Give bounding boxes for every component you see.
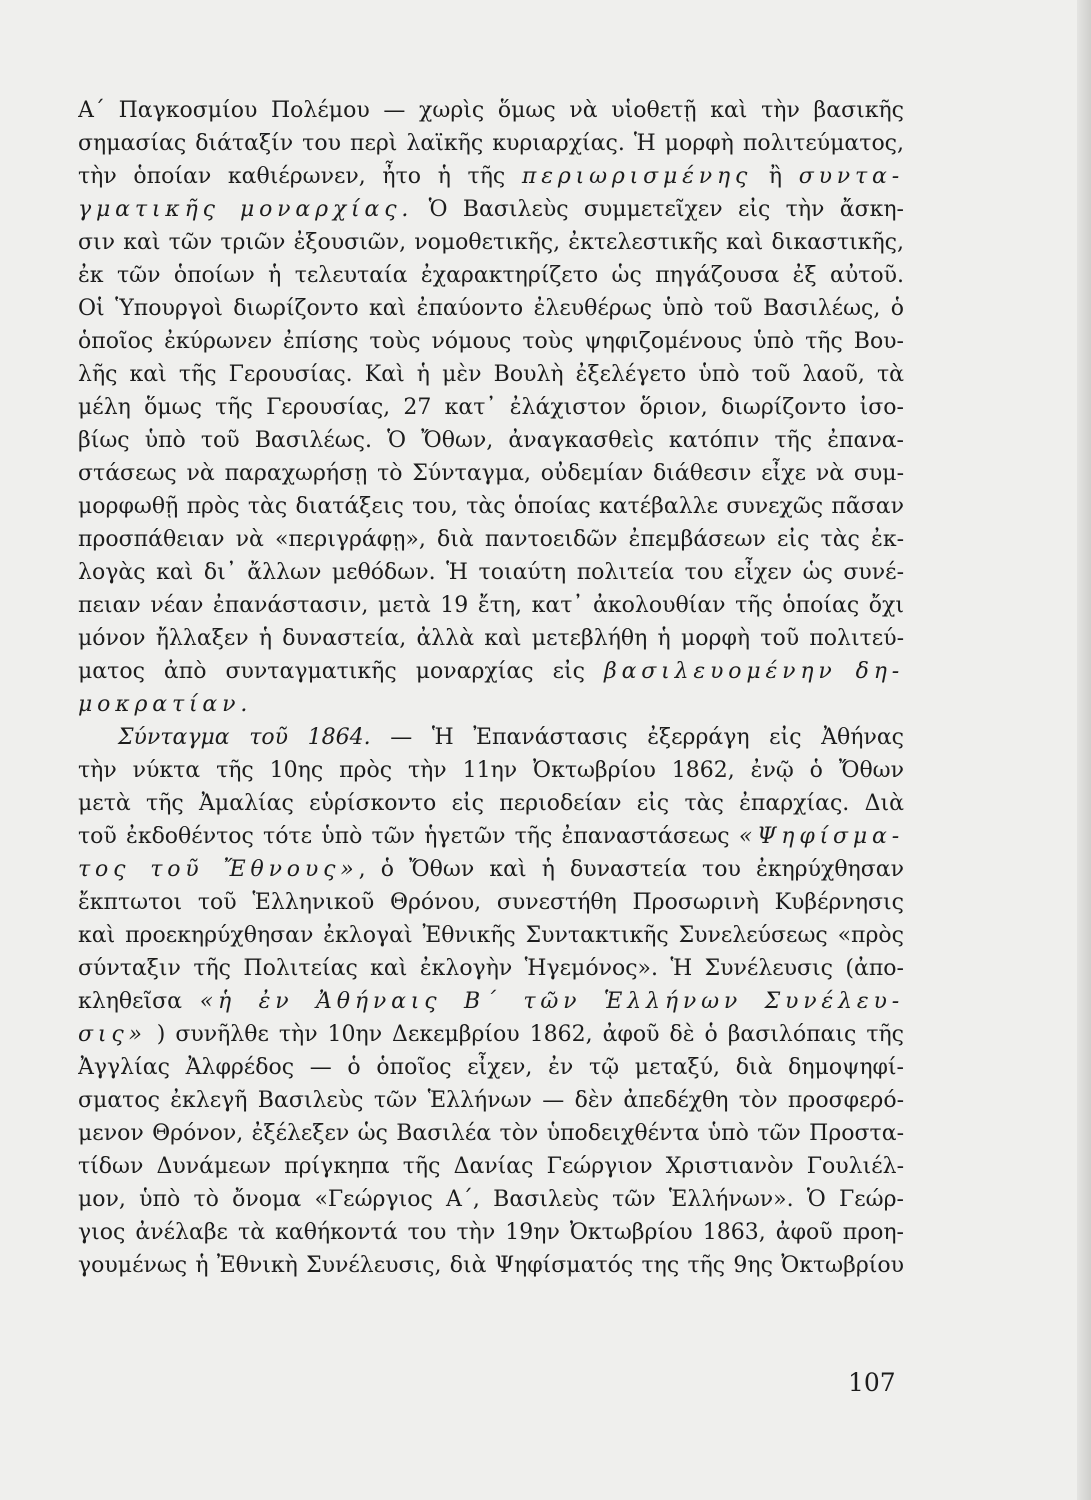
text-line: ἔκπτωτοι τοῦ Ἑλληνικοῦ Θρόνου, συνεστήθη Προσωρινὴ Κυβέρνησις [78, 890, 904, 915]
section-heading-line [78, 721, 904, 754]
body-text [78, 94, 904, 1282]
page-edge-shadow [1077, 0, 1091, 1500]
text-line: σημασίας διάταξίν του περὶ λαϊκῆς κυριαρχίας. Ἡ μορφὴ πολιτεύματος, [78, 131, 904, 156]
text-run: τοῦ ἐκδοθέντος τότε ὑπὸ τῶν ἡγετῶν τῆς ἐπαναστάσεως [78, 824, 730, 849]
text-run: ἢ [768, 164, 783, 189]
text-line [78, 853, 904, 886]
text-line [78, 160, 904, 193]
text-line: βίως ὑπὸ τοῦ Βασιλέως. Ὁ Ὄθων, ἀναγκασθεὶς κατόπιν τῆς ἐπανα- [78, 428, 904, 453]
text-line: καὶ προεκηρύχθησαν ἐκλογαὶ Ἐθνικῆς Συντακτικῆς Συνελεύσεως «πρὸς [78, 923, 904, 948]
text-line: λογὰς καὶ δι᾽ ἄλλων μεθόδων. Ἡ τοιαύτη πολιτεία του εἶχεν ὡς συνέ- [78, 560, 904, 585]
text-line: Οἱ Ὑπουργοὶ διωρίζοντο καὶ ἐπαύοντο ἐλευθέρως ὑπὸ τοῦ Βασιλέως, ὁ [78, 296, 904, 321]
text-line: τὴν νύκτα τῆς 10ης πρὸς τὴν 11ην Ὀκτωβρίου 1862, ἐνῷ ὁ Ὄθων [78, 758, 904, 783]
spaced-term: σις» [78, 1022, 147, 1047]
spaced-term: βασιλευομένην [604, 659, 837, 684]
text-line: ἐκ τῶν ὁποίων ἡ τελευταία ἐχαρακτηρίζετο ὡς πηγάζουσα ἐξ αὐτοῦ. [78, 263, 904, 288]
spaced-term: «Ψηφίσμα- [738, 824, 904, 849]
text-run: — Ἡ Ἐπανάστασις ἐξερράγη εἰς Ἀθήνας [390, 725, 904, 750]
text-run: κληθεῖσα [78, 989, 183, 1014]
text-line [78, 1018, 904, 1051]
page-number: 107 [848, 1368, 896, 1397]
spaced-term: τος τοῦ Ἔθνους» [78, 857, 359, 882]
text-run: τὴν ὁποίαν καθιέρωνεν, ἦτο ἡ τῆς [78, 164, 506, 189]
text-line: Α΄ Παγκοσμίου Πολέμου — χωρὶς ὅμως νὰ υἱοθετῇ καὶ τὴν βασικῆς [78, 98, 904, 123]
text-line [78, 985, 904, 1018]
text-line [78, 193, 904, 226]
section-title: Σύνταγμα τοῦ 1864. [118, 725, 371, 750]
text-line [78, 655, 904, 688]
text-line: τίδων Δυνάμεων πρίγκηπα τῆς Δανίας Γεώργιον Χριστιανὸν Γουλιέλ- [78, 1154, 904, 1179]
text-run: Ὁ Βασιλεὺς συμμετεῖχεν εἰς τὴν ἄσκη- [428, 197, 904, 222]
text-line: σύνταξιν τῆς Πολιτείας καὶ ἐκλογὴν Ἡγεμόνος». Ἡ Συνέλευσις (ἀπο- [78, 956, 904, 981]
spaced-term: δη- [855, 659, 904, 684]
text-run: ματος ἀπὸ συνταγματικῆς μοναρχίας εἰς [78, 659, 585, 684]
spaced-term: περιωρισμένης [521, 164, 753, 189]
text-line: πειαν νέαν ἐπανάστασιν, μετὰ 19 ἔτη, κατ᾽ ἀκολουθίαν τῆς ὁποίας ὄχι [78, 593, 904, 618]
text-line: μορφωθῇ πρὸς τὰς διατάξεις του, τὰς ὁποίας κατέβαλλε συνεχῶς πᾶσαν [78, 494, 904, 519]
text-line: γουμένως ἡ Ἐθνικὴ Συνέλευσις, διὰ Ψηφίσματός της τῆς 9ης Ὀκτωβρίου [78, 1253, 904, 1278]
text-run: , ὁ Ὄθων καὶ ἡ δυναστεία του ἐκηρύχθησαν [358, 857, 904, 882]
text-line [78, 688, 904, 721]
text-run: ) συνῆλθε τὴν 10ην Δεκεμβρίου 1862, ἀφοῦ δὲ ὁ βασιλόπαις τῆς [156, 1022, 904, 1047]
text-line: μόνον ἤλλαξεν ἡ δυναστεία, ἀλλὰ καὶ μετεβλήθη ἡ μορφὴ τοῦ πολιτεύ- [78, 626, 904, 651]
text-line: στάσεως νὰ παραχωρήσῃ τὸ Σύνταγμα, οὐδεμίαν διάθεσιν εἶχε νὰ συμ- [78, 461, 904, 486]
text-line: προσπάθειαν νὰ «περιγράφῃ», διὰ παντοειδῶν ἐπεμβάσεων εἰς τὰς ἐκ- [78, 527, 904, 552]
text-line: μέλη ὅμως τῆς Γερουσίας, 27 κατ᾽ ἐλάχιστον ὅριον, διωρίζοντο ἰσο- [78, 395, 904, 420]
text-line: ὁποῖος ἐκύρωνεν ἐπίσης τοὺς νόμους τοὺς ψηφιζομένους ὑπὸ τῆς Βου- [78, 329, 904, 354]
text-line: μον, ὑπὸ τὸ ὄνομα «Γεώργιος Α΄, Βασιλεὺς τῶν Ἑλλήνων». Ὁ Γεώρ- [78, 1187, 904, 1212]
text-line [78, 820, 904, 853]
text-line: σιν καὶ τῶν τριῶν ἐξουσιῶν, νομοθετικῆς, ἐκτελεστικῆς καὶ δικαστικῆς, [78, 230, 904, 255]
text-line: Ἀγγλίας Ἀλφρέδος — ὁ ὁποῖος εἶχεν, ἐν τῷ μεταξύ, διὰ δημοψηφί- [78, 1055, 904, 1080]
text-line: λῆς καὶ τῆς Γερουσίας. Καὶ ἡ μὲν Βουλὴ ἐξελέγετο ὑπὸ τοῦ λαοῦ, τὰ [78, 362, 904, 387]
text-line: μενον Θρόνον, ἐξέλεξεν ὡς Βασιλέα τὸν ὑποδειχθέντα ὑπὸ τῶν Προστα- [78, 1121, 904, 1146]
text-line: γιος ἀνέλαβε τὰ καθήκοντά του τὴν 19ην Ὀκτωβρίου 1863, ἀφοῦ προη- [78, 1220, 904, 1245]
spaced-term: «ἡ ἐν Ἀθήναις Β΄ τῶν Ἑλλήνων Συνέλευ- [199, 989, 904, 1014]
text-line: σματος ἐκλεγῆ Βασιλεὺς τῶν Ἑλλήνων — δὲν ἀπεδέχθη τὸν προσφερό- [78, 1088, 904, 1113]
text-line: μετὰ τῆς Ἀμαλίας εὑρίσκοντο εἰς περιοδείαν εἰς τὰς ἐπαρχίας. Διὰ [78, 791, 904, 816]
spaced-term: συντα- [798, 164, 904, 189]
spaced-term: γματικῆς μοναρχίας. [78, 197, 414, 222]
spaced-term: μοκρατίαν. [78, 692, 253, 717]
